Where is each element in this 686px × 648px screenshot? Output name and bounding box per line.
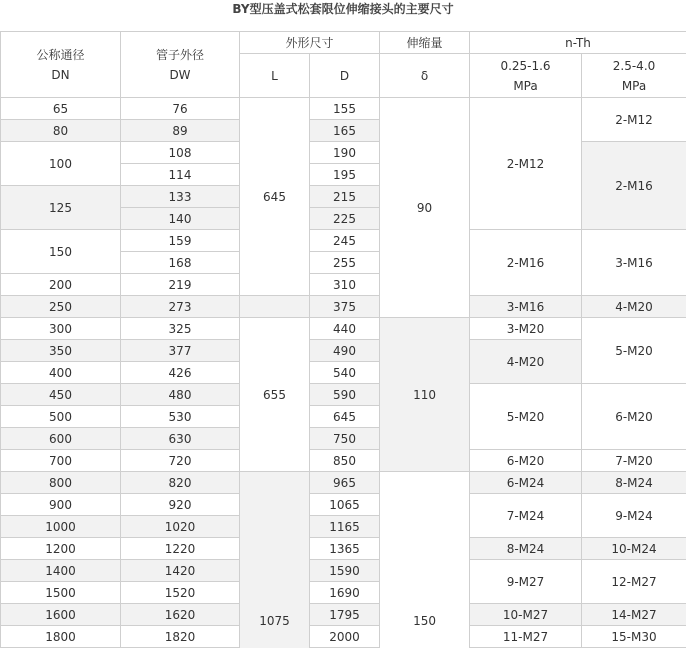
cell-dn: 1800 (1, 626, 121, 648)
header-nth: n-Th (470, 32, 686, 54)
cell-l (240, 472, 310, 648)
cell-nth-high: 8-M24 (582, 472, 686, 494)
table-row (1, 494, 686, 516)
table-row (1, 472, 686, 494)
cell-d: 245 (310, 230, 380, 252)
cell-d: 1065 (310, 494, 380, 516)
cell-d: 750 (310, 428, 380, 450)
cell-nth-high: 9-M24 (582, 494, 686, 538)
cell-nth-low: 4-M20 (470, 340, 582, 384)
cell-dw: 1520 (121, 582, 240, 604)
pressure-high-range: 2.5-4.0 (613, 59, 656, 73)
table-row (1, 560, 686, 582)
cell-nth-high: 12-M27 (582, 560, 686, 604)
cell-dw: 325 (121, 318, 240, 340)
cell-nth-high: 14-M27 (582, 604, 686, 626)
cell-l: 655 (240, 318, 310, 472)
cell-dn: 1400 (1, 560, 121, 582)
cell-dw: 377 (121, 340, 240, 362)
cell-dn: 600 (1, 428, 121, 450)
table-row (1, 142, 686, 164)
cell-d: 165 (310, 120, 380, 142)
header-d: D (310, 54, 380, 98)
cell-dn: 80 (1, 120, 121, 142)
cell-dw: 920 (121, 494, 240, 516)
cell-d: 590 (310, 384, 380, 406)
cell-d: 1690 (310, 582, 380, 604)
cell-dw: 1420 (121, 560, 240, 582)
cell-nth-low: 8-M24 (470, 538, 582, 560)
cell-delta-value: 150 (413, 614, 436, 628)
cell-dw: 114 (121, 164, 240, 186)
cell-nth-low: 2-M16 (470, 230, 582, 296)
cell-d: 540 (310, 362, 380, 384)
cell-d: 195 (310, 164, 380, 186)
cell-dw: 76 (121, 98, 240, 120)
header-dn (1, 32, 121, 98)
cell-dn: 150 (1, 230, 121, 274)
cell-dw: 1020 (121, 516, 240, 538)
header-l: L (240, 54, 310, 98)
cell-dw: 530 (121, 406, 240, 428)
table-row (1, 538, 686, 560)
cell-nth-low: 3-M20 (470, 318, 582, 340)
cell-d: 375 (310, 296, 380, 318)
cell-dn: 500 (1, 406, 121, 428)
header-pressure-low (470, 54, 582, 98)
cell-d: 225 (310, 208, 380, 230)
table-row (1, 296, 686, 318)
cell-dw: 140 (121, 208, 240, 230)
cell-dw: 273 (121, 296, 240, 318)
cell-dw: 159 (121, 230, 240, 252)
cell-nth-high: 2-M12 (582, 98, 686, 142)
cell-nth-low: 6-M20 (470, 450, 582, 472)
header-delta: δ (380, 54, 470, 98)
cell-nth-low: 11-M27 (470, 626, 582, 648)
cell-d: 965 (310, 472, 380, 494)
cell-nth-high: 5-M20 (582, 318, 686, 384)
cell-d: 1165 (310, 516, 380, 538)
cell-dw: 426 (121, 362, 240, 384)
header-dn-code: DN (51, 68, 69, 82)
header-dw-cn: 管子外径 (156, 48, 204, 62)
cell-l: 645 (240, 98, 310, 296)
cell-dn: 250 (1, 296, 121, 318)
cell-d: 440 (310, 318, 380, 340)
table-row (1, 384, 686, 406)
table-title: BY型压盖式松套限位伸缩接头的主要尺寸 (0, 0, 686, 18)
cell-d: 155 (310, 98, 380, 120)
cell-dw: 630 (121, 428, 240, 450)
cell-dn: 1200 (1, 538, 121, 560)
cell-d: 850 (310, 450, 380, 472)
header-dn-cn: 公称通径 (36, 48, 84, 62)
table-row (1, 604, 686, 626)
cell-nth-low: 5-M20 (470, 384, 582, 450)
cell-dn: 1000 (1, 516, 121, 538)
cell-nth-low: 9-M27 (470, 560, 582, 604)
cell-nth-high: 15-M30 (582, 626, 686, 648)
cell-dn: 200 (1, 274, 121, 296)
cell-d: 190 (310, 142, 380, 164)
header-dw-code: DW (169, 68, 190, 82)
cell-delta: 90 (380, 98, 470, 318)
cell-dw: 1820 (121, 626, 240, 648)
cell-d: 1365 (310, 538, 380, 560)
cell-nth-high: 3-M16 (582, 230, 686, 296)
cell-dn: 400 (1, 362, 121, 384)
cell-dn: 125 (1, 186, 121, 230)
cell-dn: 1600 (1, 604, 121, 626)
cell-d: 1590 (310, 560, 380, 582)
cell-nth-high: 2-M16 (582, 142, 686, 230)
cell-nth-high: 4-M20 (582, 296, 686, 318)
cell-dn: 900 (1, 494, 121, 516)
cell-nth-high: 7-M20 (582, 450, 686, 472)
cell-dn: 450 (1, 384, 121, 406)
cell-nth-low: 6-M24 (470, 472, 582, 494)
cell-dw: 1620 (121, 604, 240, 626)
cell-dn: 350 (1, 340, 121, 362)
cell-dw: 133 (121, 186, 240, 208)
cell-nth-high: 6-M20 (582, 384, 686, 450)
cell-dw: 168 (121, 252, 240, 274)
cell-dw: 1220 (121, 538, 240, 560)
table-row (1, 450, 686, 472)
pressure-high-unit: MPa (622, 79, 646, 93)
cell-nth-low: 7-M24 (470, 494, 582, 538)
cell-dn: 65 (1, 98, 121, 120)
table-row (1, 626, 686, 648)
cell-nth-high: 10-M24 (582, 538, 686, 560)
cell-d: 255 (310, 252, 380, 274)
cell-dn: 100 (1, 142, 121, 186)
cell-dn: 700 (1, 450, 121, 472)
cell-d: 310 (310, 274, 380, 296)
header-pressure-high (582, 54, 686, 98)
cell-d: 215 (310, 186, 380, 208)
cell-dn: 300 (1, 318, 121, 340)
table-row (1, 318, 686, 340)
cell-d: 490 (310, 340, 380, 362)
cell-nth-low: 10-M27 (470, 604, 582, 626)
pressure-low-unit: MPa (513, 79, 537, 93)
cell-delta: 110 (380, 318, 470, 472)
cell-d: 2000 (310, 626, 380, 648)
cell-dn: 800 (1, 472, 121, 494)
header-dw (121, 32, 240, 98)
cell-dw: 219 (121, 274, 240, 296)
table-row (1, 230, 686, 252)
cell-dw: 89 (121, 120, 240, 142)
cell-delta (380, 472, 470, 648)
cell-dn: 1500 (1, 582, 121, 604)
cell-l-empty (240, 296, 310, 318)
pressure-low-range: 0.25-1.6 (500, 59, 550, 73)
table-row (1, 98, 686, 120)
cell-d: 645 (310, 406, 380, 428)
dimensions-table (0, 31, 686, 648)
cell-nth-low: 2-M12 (470, 98, 582, 230)
cell-dw: 480 (121, 384, 240, 406)
header-outer-size: 外形尺寸 (240, 32, 380, 54)
cell-d: 1795 (310, 604, 380, 626)
cell-dw: 720 (121, 450, 240, 472)
cell-dw: 108 (121, 142, 240, 164)
cell-l-value: 1075 (259, 614, 290, 628)
header-stretch: 伸缩量 (380, 32, 470, 54)
cell-dw: 820 (121, 472, 240, 494)
cell-nth-low: 3-M16 (470, 296, 582, 318)
